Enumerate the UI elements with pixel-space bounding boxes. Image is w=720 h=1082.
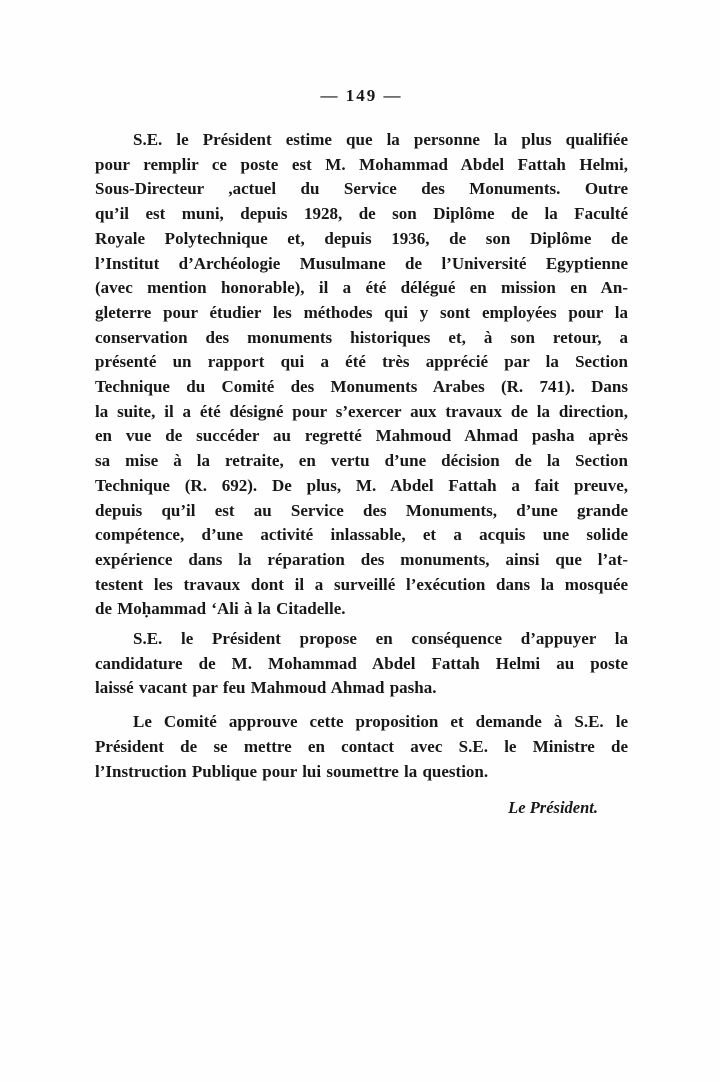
text-line: de Moḥammad ‘Ali à la Citadelle. <box>95 599 346 619</box>
paragraph <box>95 627 628 701</box>
text-line: expérience dans la réparation des monuments, ainsi que l’at- <box>95 549 628 569</box>
text-line: en vue de succéder au regretté Mahmoud Ahmad pasha après <box>95 426 628 446</box>
paragraph <box>95 128 628 622</box>
signature-line: Le Président. <box>508 798 598 818</box>
paragraph <box>95 710 628 784</box>
text-line: sa mise à la retraite, en vertu d’une décision de la Section <box>95 451 628 471</box>
text-line: compétence, d’une activité inlassable, et a acquis une solide <box>95 525 628 545</box>
text-line: qu’il est muni, depuis 1928, de son Diplôme de la Faculté <box>95 204 628 224</box>
text-line: Technique du Comité des Monuments Arabes (R. 741). Dans <box>95 377 628 397</box>
text-line: gleterre pour étudier les méthodes qui y sont employées pour la <box>95 302 628 322</box>
text-line: pour remplir ce poste est M. Mohammad Abdel Fattah Helmi, <box>95 154 628 174</box>
text-line: conservation des monuments historiques et, à son retour, a <box>95 327 628 347</box>
text-line: Président de se mettre en contact avec S.E. le Ministre de <box>95 736 628 756</box>
text-line: Le Comité approuve cette proposition et demande à S.E. le <box>133 712 628 732</box>
text-line: S.E. le Président propose en conséquence d’appuyer la <box>133 629 628 649</box>
text-line: (avec mention honorable), il a été délégué en mission en An- <box>95 278 628 298</box>
text-line: la suite, il a été désigné pour s’exercer aux travaux de la direction, <box>95 401 628 421</box>
text-line: candidature de M. Mohammad Abdel Fattah Helmi au poste <box>95 653 628 673</box>
text-line: l’Institut d’Archéologie Musulmane de l’Université Egyptienne <box>95 253 628 273</box>
text-line: S.E. le Président estime que la personne la plus qualifiée <box>133 130 628 149</box>
text-line: testent les travaux dont il a surveillé l’exécution dans la mosquée <box>95 574 628 594</box>
text-line: Technique (R. 692). De plus, M. Abdel Fattah a fait preuve, <box>95 475 628 495</box>
text-line: Sous-Directeur ,actuel du Service des Monuments. Outre <box>95 179 628 199</box>
text-line: depuis qu’il est au Service des Monuments, d’une grande <box>95 500 628 520</box>
text-line: présenté un rapport qui a été très apprécié par la Section <box>95 352 628 372</box>
text-line: Royale Polytechnique et, depuis 1936, de son Diplôme de <box>95 228 628 248</box>
page-number: — 149 — <box>320 86 403 105</box>
text-line: laissé vacant par feu Mahmoud Ahmad pasha. <box>95 678 437 698</box>
text-line: l’Instruction Publique pour lui soumettre la question. <box>95 761 489 781</box>
text-block <box>95 86 628 818</box>
